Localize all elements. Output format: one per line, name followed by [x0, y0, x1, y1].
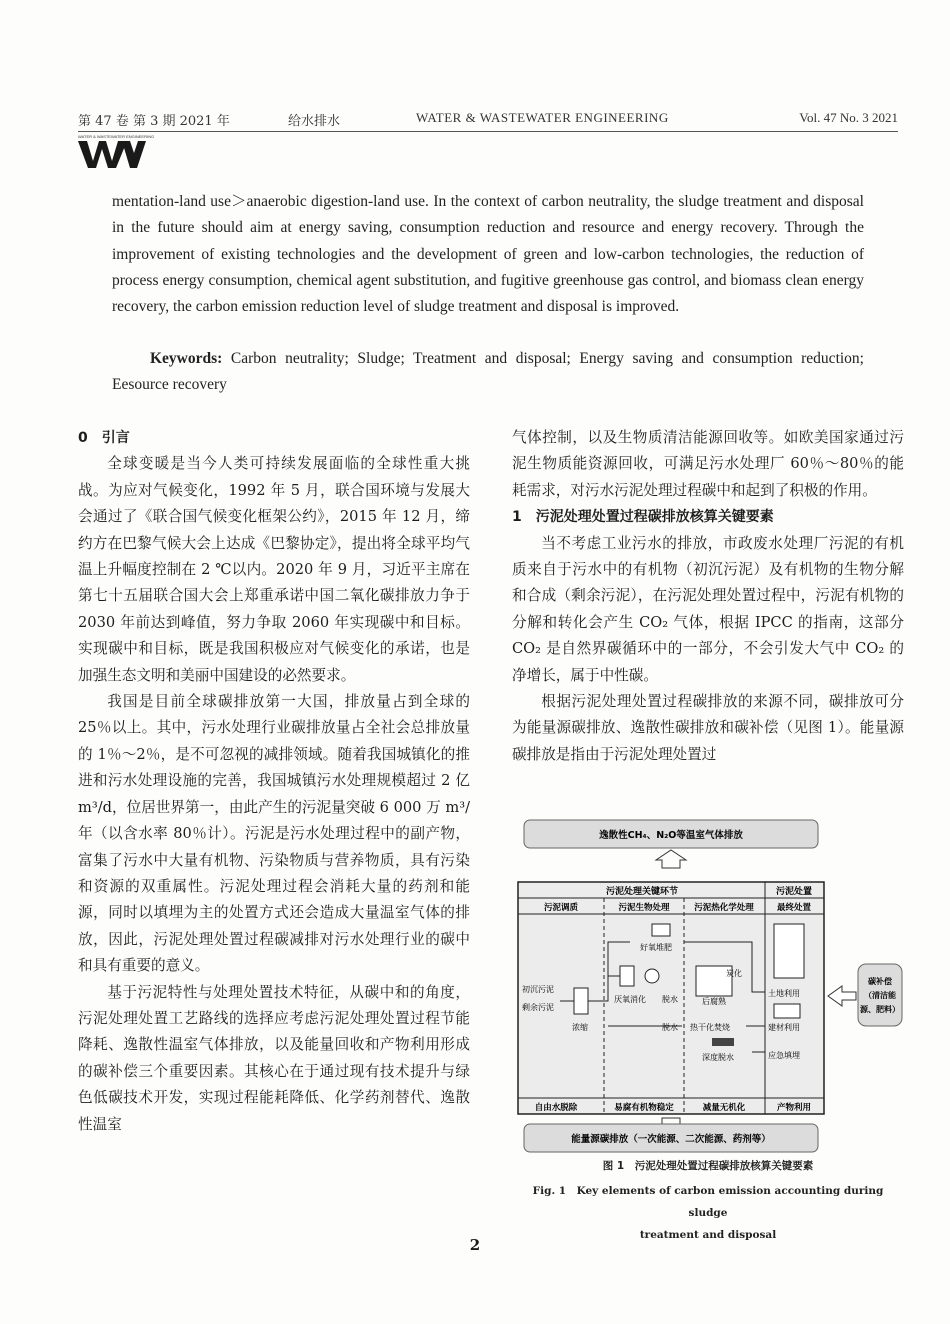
paragraph: 基于污泥特性与处理处置技术特征，从碳中和的角度，污泥处理处置工艺路线的选择应考虑污泥处理处置过程节能降耗、逸散性温室气体排放，以及能量回收和产物利用形成的碳补偿三个重要因素。其核心在于通过现有技术提升与绿色低碳技术开发，实现过程能耗降低、化学药剂替代、逸散性温室	[78, 983, 470, 1133]
node-deep-dewater: 深度脱水	[702, 1053, 734, 1062]
keywords-label: Keywords:	[150, 350, 223, 367]
key-process-header: 污泥处理关键环节	[605, 887, 679, 897]
col-biological: 污泥生物处理	[618, 903, 670, 913]
input-excess-sludge: 剩余污泥	[522, 1003, 554, 1012]
col-conditioning: 污泥调质	[543, 903, 579, 913]
figure-1	[512, 816, 904, 1156]
footer-free-water: 自由水脱除	[534, 1103, 578, 1113]
header-volume: Vol. 47 No. 3 2021	[799, 110, 898, 125]
node-building: 建材利用	[768, 1023, 800, 1032]
col-thermochemical: 污泥热化学处理	[694, 903, 754, 913]
keywords-text: Carbon neutrality; Sludge; Treatment and disposal; Energy saving and consumption reduction; Eesource recovery	[112, 350, 864, 394]
node-dewater-2: 脱水	[662, 1023, 678, 1032]
left-column	[78, 425, 470, 1138]
paragraph: 根据污泥处理处置过程碳排放的来源不同，碳排放可分为能量源碳排放、逸散性碳排放和碳补偿（见图 1）。能量源碳排放是指由于污泥处理处置过	[512, 693, 904, 763]
energy-emission-label: 能量源碳排放（一次能源、二次能源、药剂等）	[571, 1134, 771, 1145]
running-header	[78, 110, 898, 130]
node-land-use: 土地利用	[768, 989, 800, 998]
thickener-icon	[574, 988, 588, 1014]
abstract-text: mentation-land use＞anaerobic digestion-land use. In the context of carbon neutrality, the sludge treatment and disposal in the future should aim at energy saving, consumption reduction and resource and energy recovery. Through the improvement of existing technologies and the development of green and low-carbon technologies, the reduction of process energy consumption, chemical agent substitution, and fugitive greenhouse gas control, and biomass clean energy recovery, the carbon emission reduction level of sludge treatment and disposal is improved.	[112, 193, 864, 316]
paragraph: 我国是目前全球碳排放第一大国，排放量占到全球的 25％以上。其中，污水处理行业碳排放量占全社会总排放量的 1％～2％，是不可忽视的减排领域。随着我国城镇化的推进和污水处理设施的完善，我国城镇污水处理规模超过 2 亿 m³/d，位居世界第一，由此产生的污泥量突破 6 000 万 m³/年（以含水率 80％计）。污泥是污水处理过程中的副产物，富集了污水中大量有机物、污染物质与营养物质，具有污染和资源的双重属性。污泥处理过程会消耗大量的药剂和能源，同时以填埋为主的处置方式还会造成大量温室气体的排放，因此，污泥处理处置过程碳减排对污水处理行业的碳中和具有重要的意义。	[78, 693, 470, 975]
figure-caption-cn: 图 1 污泥处理处置过程碳排放核算关键要素	[602, 1160, 814, 1172]
input-primary-sludge: 初沉污泥	[522, 985, 554, 994]
footer-product-use: 产物利用	[776, 1103, 812, 1113]
disposal-header: 污泥处置	[775, 887, 813, 897]
offset-line-1: 碳补偿	[868, 977, 892, 986]
node-carbonize: 炭化	[726, 969, 742, 978]
node-anaerobic: 厌氧消化	[614, 995, 646, 1004]
fugitive-emission-label: 逸散性CH₄、N₂O等温室气体排放	[599, 830, 743, 841]
landuse-icon	[774, 924, 804, 978]
offset-line-3: 源、肥料）	[860, 1005, 900, 1014]
logo-caption: WATER & WASTEWATER ENGINEERING	[78, 134, 155, 139]
footer-reduce: 减量无机化	[702, 1103, 746, 1113]
figure-1-diagram	[512, 816, 904, 1156]
paragraph: 当不考虑工业污水的排放，市政废水处理厂污泥的有机质来自于污水中的有机物（初沉污泥）及有机物的生物分解和合成（剩余污泥），在污泥处理处置过程中，污泥有机物的分解和转化会产生 CO₂ 气体，根据 IPCC 的指南，这部分 CO₂ 是自然界碳循环中的一部分，不会引发大气中 CO₂ 的净增长，属于中性碳。	[512, 534, 904, 684]
building-material-icon	[774, 1004, 800, 1018]
paragraph: 全球变暖是当今人类可持续发展面临的全球性重大挑战。为应对气候变化，1992 年 5 月，联合国环境与发展大会通过了《联合国气候变化框架公约》，2015 年 12 月，缔约方在巴黎气候大会上达成《巴黎协定》，提出将全球平均气温上升幅度控制在 2 ℃以内。2020 年 9 月，习近平主席在第七十五届联合国大会上郑重承诺中国二氧化碳排放力争于 2030 年前达到峰值，努力争取 2060 年实现碳中和目标。实现碳中和目标，既是我国积极应对气候变化的承诺，也是加强生态文明和美丽中国建设的必然要求。	[78, 455, 470, 684]
journal-logo	[78, 134, 158, 173]
section-1-title: 1 污泥处理处置过程碳排放核算关键要素	[512, 509, 774, 526]
arrow-left-icon	[828, 986, 856, 1006]
section-0-title: 0 引言	[78, 430, 130, 446]
offset-line-2: （清洁能	[864, 991, 896, 1000]
node-compost: 好氧堆肥	[640, 943, 672, 952]
digester-icon	[620, 966, 634, 986]
right-column	[512, 425, 904, 768]
header-journal-cn: 给水排水	[288, 114, 341, 129]
header-rule	[78, 131, 898, 132]
compost-icon	[652, 924, 670, 936]
ww-logo-icon	[78, 139, 148, 169]
header-journal-en: WATER & WASTEWATER ENGINEERING	[416, 110, 669, 125]
header-issue: 第 47 卷 第 3 期 2021 年	[78, 114, 230, 129]
paragraph: 气体控制，以及生物质清洁能源回收等。如欧美国家通过污泥生物质能资源回收，可满足污水处理厂 60％～80％的能耗需求，对污水污泥处理过程碳中和起到了积极的作用。	[512, 429, 904, 499]
figure-caption-en-line-2: treatment and disposal	[639, 1229, 777, 1241]
node-dry-burn: 热干化焚烧	[690, 1023, 730, 1032]
press-icon	[712, 1038, 734, 1046]
figure-caption-en-line-1: Fig. 1 Key elements of carbon emission accounting during sludge	[532, 1185, 884, 1219]
node-hydrolysis: 后腐熟	[702, 997, 726, 1006]
keywords	[112, 346, 864, 399]
footer-stabilize: 易腐有机物稳定	[614, 1103, 674, 1113]
page-number: 2	[469, 1236, 481, 1254]
col-final-disposal: 最终处置	[776, 903, 812, 913]
arrow-up-icon	[656, 850, 686, 868]
node-thicken: 浓缩	[572, 1023, 588, 1032]
node-landfill: 应急填埋	[768, 1051, 800, 1060]
node-dewater-1: 脱水	[662, 995, 678, 1004]
